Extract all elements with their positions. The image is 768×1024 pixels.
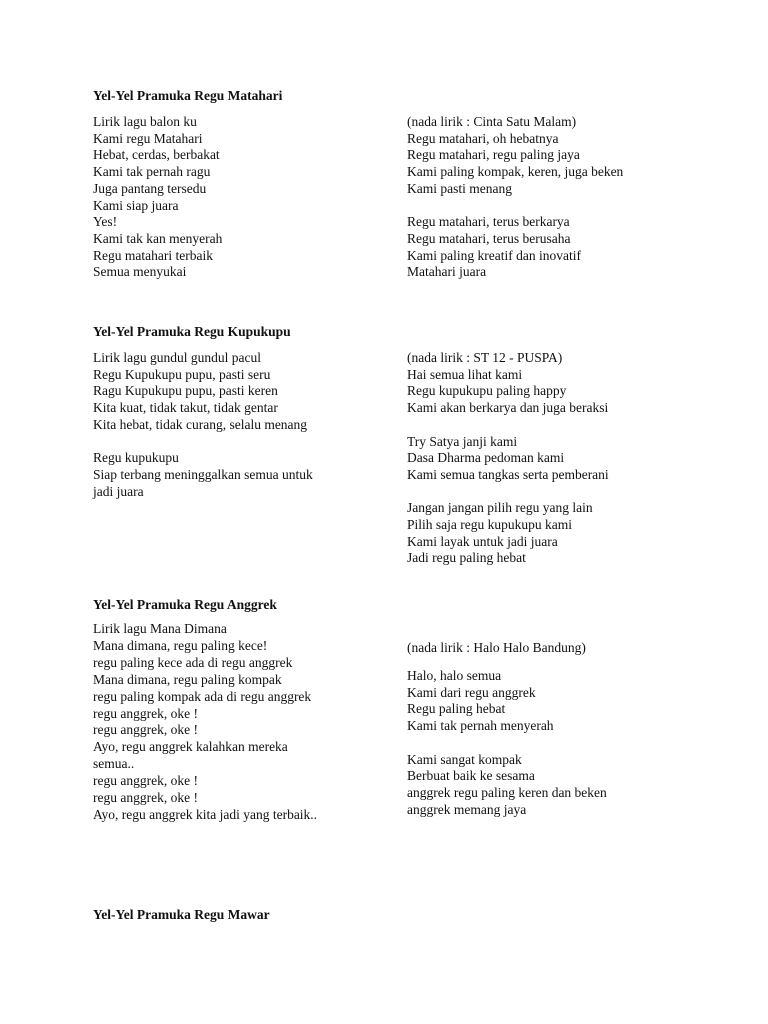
blank-line [407, 484, 707, 501]
lyrics-anggrek-right [407, 668, 707, 818]
lyric-line: regu anggrek, oke ! [93, 705, 198, 721]
lyric-line: Ayo, regu anggrek kalahkan mereka [93, 739, 288, 755]
lyrics-anggrek-right-header: (nada lirik : Halo Halo Bandung) [407, 640, 586, 655]
lyric-line: Regu matahari, terus berusaha [407, 230, 571, 246]
lyric-line: Regu kupukupu [93, 450, 179, 466]
lyric-line: Kami pasti menang [407, 180, 512, 196]
lyric-line: anggrek memang jaya [407, 801, 527, 817]
lyric-line: Matahari juara [407, 264, 487, 280]
lyric-line: Kami dari regu anggrek [407, 684, 536, 700]
lyric-line: regu paling kompak ada di regu anggrek [93, 688, 312, 704]
lyric-line: Halo, halo semua [407, 668, 502, 683]
lyric-line: Lirik lagu balon ku [93, 114, 197, 129]
lyric-line: Kami regu Matahari [93, 130, 203, 146]
lyric-line: Kita kuat, tidak takut, tidak gentar [93, 400, 278, 416]
lyrics-matahari-right [407, 114, 707, 281]
lyric-line: Regu matahari, terus berkarya [407, 214, 570, 230]
lyric-line: Ragu Kupukupu pupu, pasti keren [93, 383, 278, 399]
lyrics-kupukupu-left [93, 350, 368, 500]
lyric-line: Jadi regu paling hebat [407, 550, 526, 566]
lyric-line: Berbuat baik ke sesama [407, 768, 535, 784]
lyric-line: (nada lirik : Cinta Satu Malam) [407, 114, 577, 129]
blank-line [407, 198, 707, 215]
lyric-line: Kami siap juara [93, 197, 179, 213]
lyric-line: jadi juara [93, 483, 144, 499]
lyric-line: Regu paling hebat [407, 701, 506, 717]
section-title-kupukupu: Yel-Yel Pramuka Regu Kupukupu [93, 324, 291, 339]
lyric-line: Kami tak pernah ragu [93, 164, 211, 180]
lyric-line: Regu matahari, regu paling jaya [407, 147, 580, 163]
lyric-line: anggrek regu paling keren dan beken [407, 784, 607, 800]
lyric-line: Mana dimana, regu paling kece! [93, 637, 268, 653]
section-title-mawar: Yel-Yel Pramuka Regu Mawar [93, 907, 270, 922]
lyric-line: Yes! [93, 214, 118, 230]
lyric-line: Juga pantang tersedu [93, 180, 207, 196]
lyric-line: Kami akan berkarya dan juga beraksi [407, 400, 609, 416]
blank-line [93, 434, 368, 451]
lyric-line: regu paling kece ada di regu anggrek [93, 654, 293, 670]
lyric-line: semua.. [93, 756, 135, 772]
blank-line [407, 735, 707, 752]
lyric-line: Kami layak untuk jadi juara [407, 533, 558, 549]
lyric-line: Siap terbang meninggalkan semua untuk [93, 466, 313, 482]
lyric-line: Mana dimana, regu paling kompak [93, 671, 282, 687]
lyric-line: regu anggrek, oke ! [93, 722, 198, 738]
lyric-line: Dasa Dharma pedoman kami [407, 450, 565, 466]
lyrics-kupukupu-right [407, 350, 707, 567]
lyric-line: Hai semua lihat kami [407, 366, 523, 382]
blank-line [407, 417, 707, 434]
section-title-matahari: Yel-Yel Pramuka Regu Matahari [93, 88, 283, 103]
lyric-line: Kita hebat, tidak curang, selalu menang [93, 416, 308, 432]
lyric-line: Jangan jangan pilih regu yang lain [407, 500, 593, 516]
lyric-line: Regu kupukupu paling happy [407, 383, 567, 399]
lyric-line: regu anggrek, oke ! [93, 790, 198, 806]
lyric-line: Regu Kupukupu pupu, pasti seru [93, 366, 271, 382]
lyric-line: Ayo, regu anggrek kita jadi yang terbaik.. [93, 806, 318, 822]
lyric-line: Kami paling kreatif dan inovatif [407, 247, 581, 263]
lyric-line: Kami tak pernah menyerah [407, 718, 554, 734]
lyric-line: Regu matahari, oh hebatnya [407, 130, 559, 146]
lyric-line: Pilih saja regu kupukupu kami [407, 517, 572, 532]
lyrics-anggrek-left [93, 621, 368, 824]
lyric-line: Semua menyukai [93, 264, 187, 280]
lyric-line: (nada lirik : ST 12 - PUSPA) [407, 350, 563, 365]
lyric-line: Hebat, cerdas, berbakat [93, 147, 220, 163]
section-title-anggrek: Yel-Yel Pramuka Regu Anggrek [93, 597, 277, 612]
lyric-line: Lirik lagu Mana Dimana [93, 621, 227, 636]
lyric-line: Regu matahari terbaik [93, 247, 213, 263]
lyric-line: Try Satya janji kami [407, 433, 518, 449]
lyric-line: Kami sangat kompak [407, 751, 522, 767]
lyric-line: Kami tak kan menyerah [93, 230, 223, 246]
lyric-line: regu anggrek, oke ! [93, 773, 198, 789]
lyric-line: Lirik lagu gundul gundul pacul [93, 350, 261, 365]
lyrics-matahari-left [93, 114, 368, 281]
lyric-line: Kami paling kompak, keren, juga beken [407, 164, 624, 180]
lyric-line: Kami semua tangkas serta pemberani [407, 466, 609, 482]
